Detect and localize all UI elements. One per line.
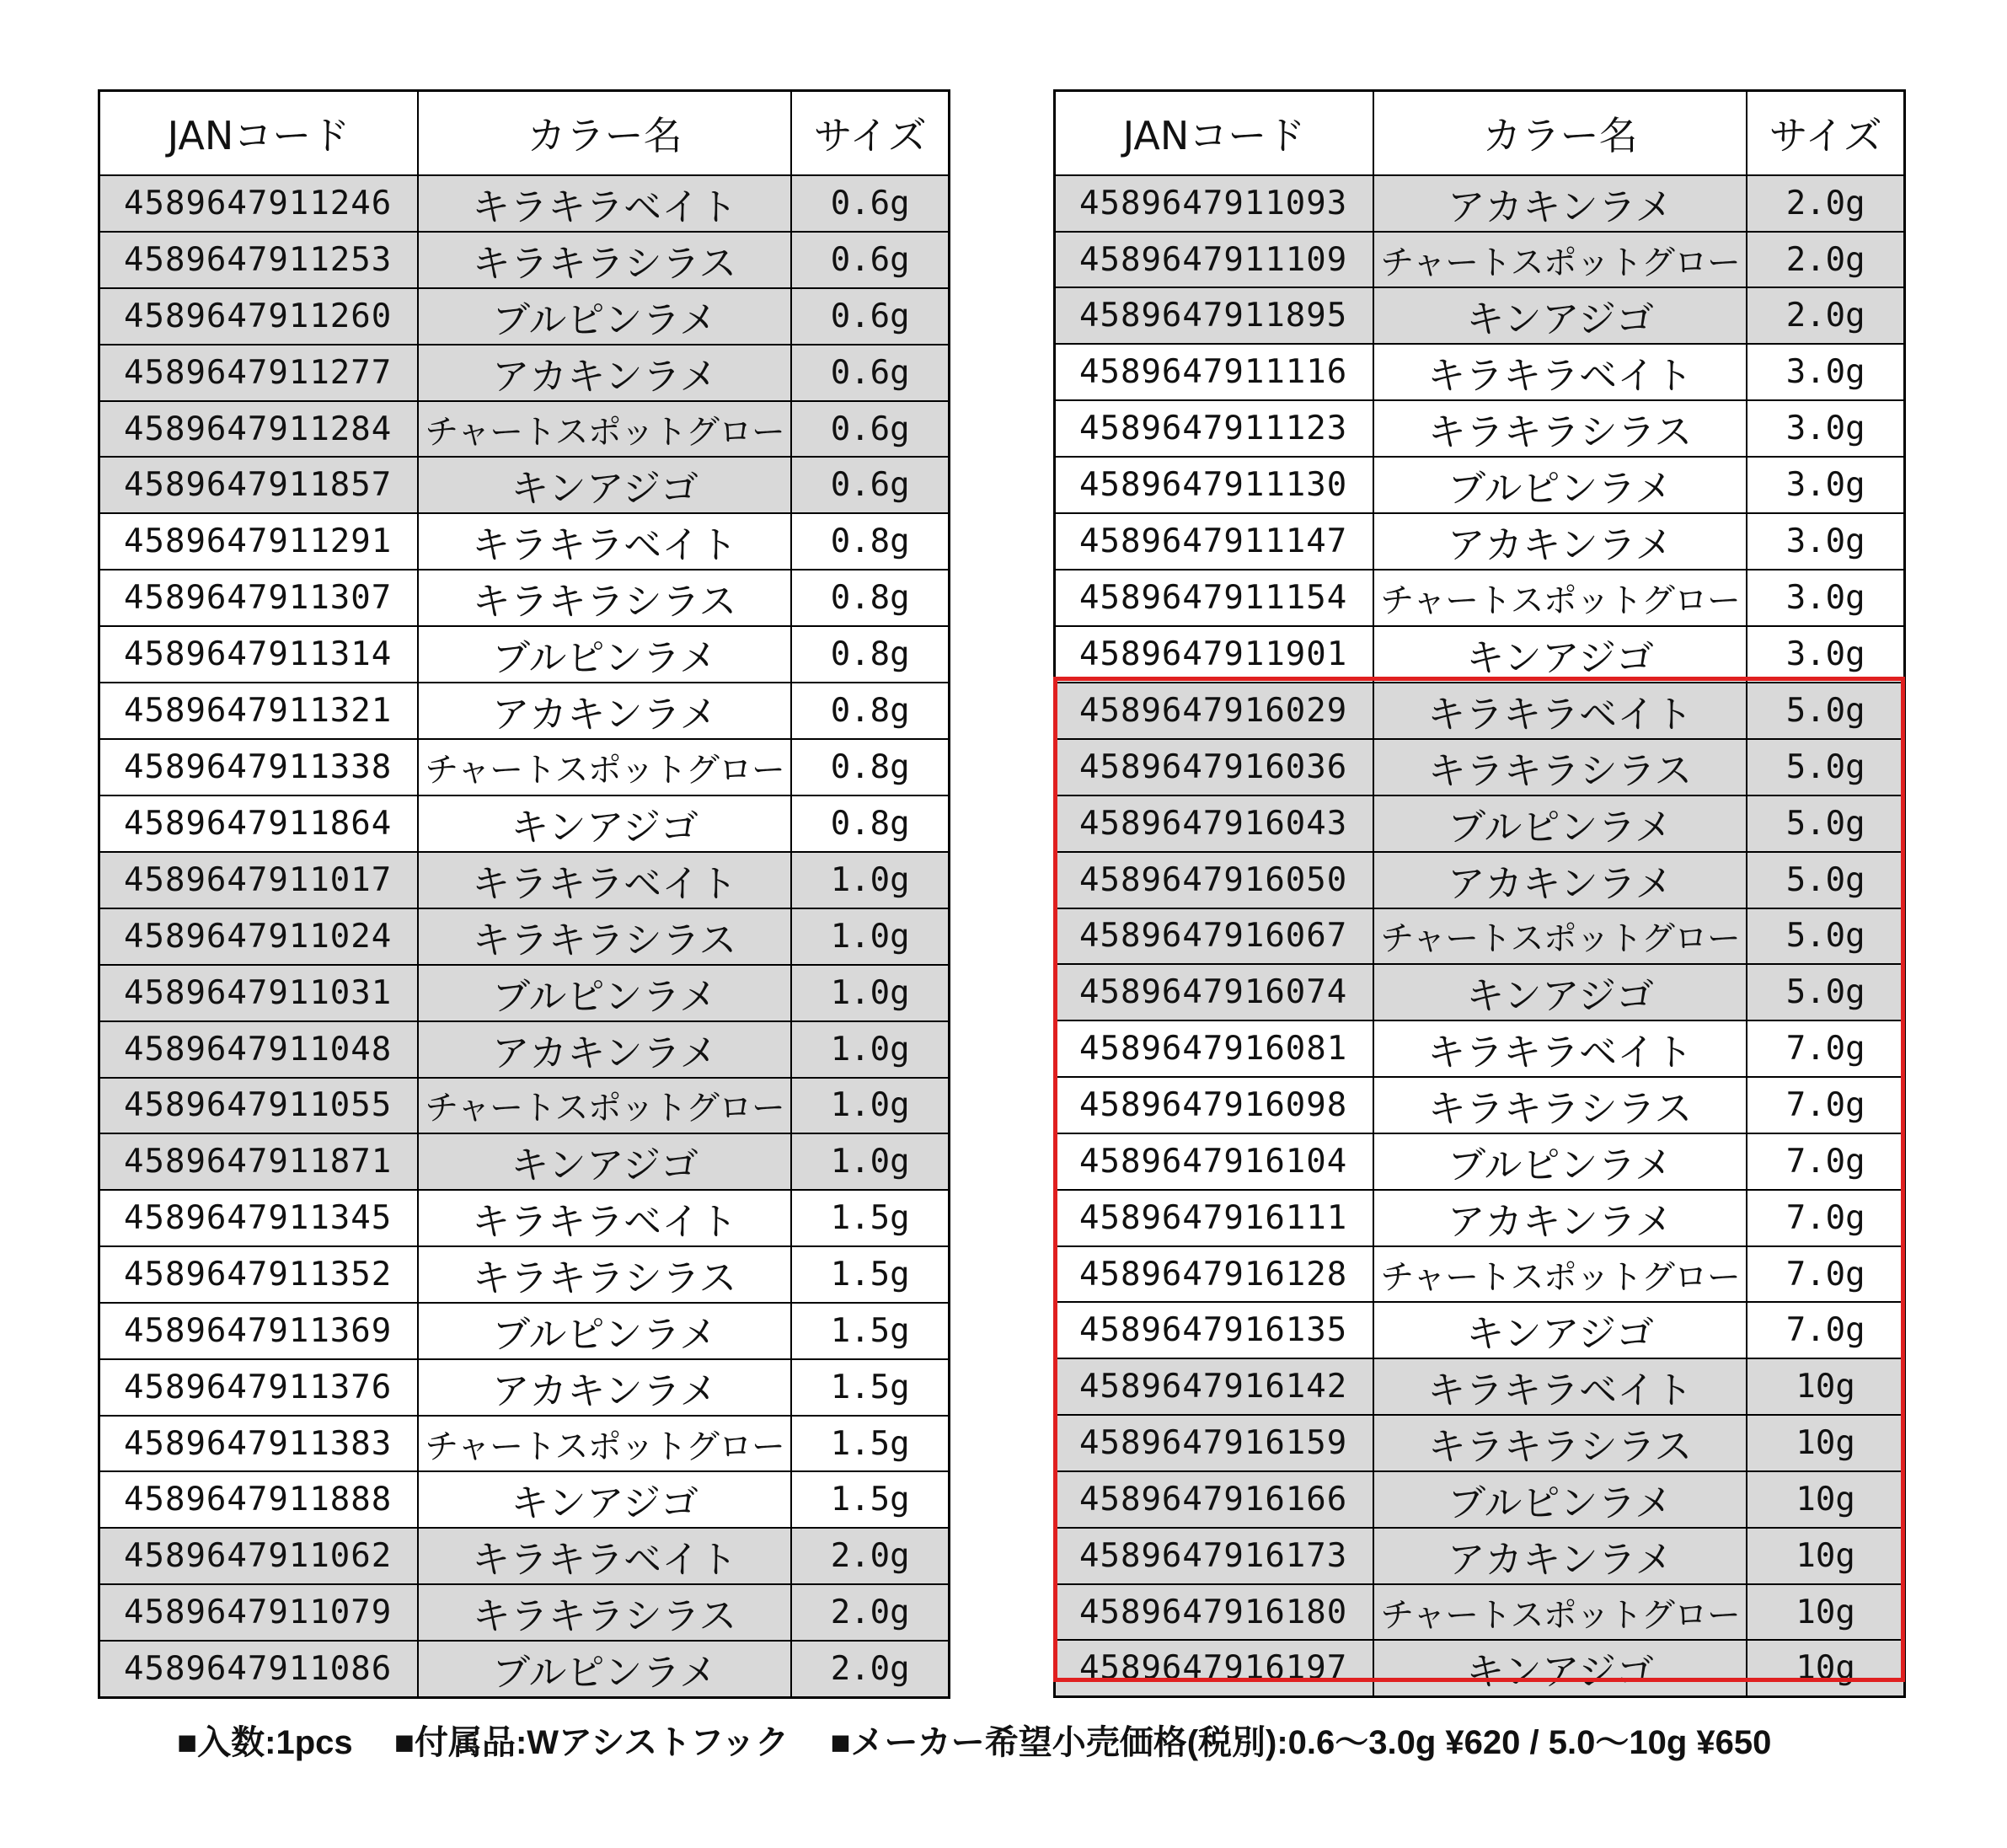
- jan-cell: 4589647911338: [99, 739, 418, 795]
- size-cell: 0.8g: [791, 795, 949, 852]
- size-cell: 5.0g: [1747, 683, 1904, 739]
- table-row: [99, 852, 950, 908]
- jan-cell: 4589647911871: [99, 1133, 418, 1190]
- jan-cell: 4589647911246: [99, 175, 418, 232]
- jan-cell: 4589647911352: [99, 1246, 418, 1303]
- color-name-cell: チャートスポットグロー: [1373, 1584, 1747, 1640]
- table-row: [1055, 683, 1905, 739]
- jan-cell: 4589647911376: [99, 1359, 418, 1416]
- header-jan: JANコード: [99, 91, 418, 176]
- table-row: [1055, 570, 1905, 625]
- color-name-cell: チャートスポットグロー: [418, 401, 791, 457]
- size-cell: 3.0g: [1747, 626, 1904, 683]
- jan-cell: 4589647916159: [1055, 1415, 1373, 1471]
- jan-cell: 4589647916050: [1055, 852, 1373, 908]
- jan-cell: 4589647916043: [1055, 795, 1373, 852]
- table-row: [1055, 964, 1905, 1020]
- color-name-cell: キンアジゴ: [418, 1471, 791, 1528]
- price-note: ■メーカー希望小売価格(税別):0.6〜3.0g ¥620 / 5.0〜10g ¥650: [830, 1724, 1772, 1761]
- jan-cell: 4589647916166: [1055, 1471, 1373, 1528]
- table-row: [1055, 908, 1905, 964]
- jan-cell: 4589647911895: [1055, 287, 1373, 344]
- table-row: [1055, 1190, 1905, 1246]
- table-row: [99, 965, 950, 1021]
- header-size: サイズ: [1747, 91, 1904, 176]
- header-color: カラー名: [1373, 91, 1747, 176]
- size-cell: 1.5g: [791, 1359, 949, 1416]
- size-cell: 0.6g: [791, 232, 949, 288]
- jan-cell: 4589647911093: [1055, 175, 1373, 232]
- size-cell: 1.5g: [791, 1246, 949, 1303]
- jan-cell: 4589647916036: [1055, 739, 1373, 795]
- table-header-row: [99, 91, 950, 176]
- size-cell: 7.0g: [1747, 1020, 1904, 1077]
- table-row: [1055, 1640, 1905, 1697]
- table-row: [1055, 513, 1905, 570]
- table-row: [99, 626, 950, 683]
- color-name-cell: キラキラベイト: [418, 513, 791, 570]
- jan-cell: 4589647911116: [1055, 344, 1373, 400]
- color-name-cell: キンアジゴ: [1373, 1302, 1747, 1358]
- table-row: [1055, 400, 1905, 457]
- color-name-cell: キラキラシラス: [418, 1246, 791, 1303]
- color-name-cell: キラキラシラス: [418, 1584, 791, 1641]
- color-name-cell: チャートスポットグロー: [1373, 1246, 1747, 1302]
- size-cell: 1.0g: [791, 1078, 949, 1133]
- color-name-cell: キラキラベイト: [418, 852, 791, 908]
- jan-cell: 4589647911062: [99, 1528, 418, 1584]
- table-row: [99, 345, 950, 401]
- size-cell: 0.6g: [791, 457, 949, 513]
- color-name-cell: キンアジゴ: [1373, 626, 1747, 683]
- jan-cell: 4589647911055: [99, 1078, 418, 1133]
- size-cell: 7.0g: [1747, 1190, 1904, 1246]
- header-color: カラー名: [418, 91, 791, 176]
- table-row: [99, 1303, 950, 1359]
- accessory-note: ■付属品:Wアシストフック: [393, 1724, 789, 1761]
- color-name-cell: アカキンラメ: [418, 1359, 791, 1416]
- jan-cell: 4589647916029: [1055, 683, 1373, 739]
- table-row: [1055, 1246, 1905, 1302]
- color-name-cell: ブルピンラメ: [418, 965, 791, 1021]
- table-row: [1055, 852, 1905, 908]
- size-cell: 2.0g: [1747, 175, 1904, 232]
- table-row: [99, 1133, 950, 1190]
- color-name-cell: キラキラシラス: [418, 908, 791, 965]
- size-cell: 1.0g: [791, 908, 949, 965]
- table-row: [1055, 1471, 1905, 1528]
- jan-cell: 4589647911888: [99, 1471, 418, 1528]
- color-name-cell: キラキラシラス: [1373, 400, 1747, 457]
- size-cell: 10g: [1747, 1471, 1904, 1528]
- color-name-cell: チャートスポットグロー: [418, 739, 791, 795]
- size-cell: 1.5g: [791, 1303, 949, 1359]
- color-name-cell: キラキラベイト: [1373, 683, 1747, 739]
- jan-cell: 4589647911048: [99, 1021, 418, 1078]
- jan-cell: 4589647916197: [1055, 1640, 1373, 1697]
- size-cell: 7.0g: [1747, 1077, 1904, 1133]
- color-name-cell: キンアジゴ: [1373, 287, 1747, 344]
- color-name-cell: アカキンラメ: [1373, 1190, 1747, 1246]
- color-name-cell: キラキラベイト: [418, 1190, 791, 1246]
- jan-cell: 4589647911321: [99, 683, 418, 739]
- table-row: [99, 232, 950, 288]
- size-cell: 10g: [1747, 1358, 1904, 1415]
- header-size: サイズ: [791, 91, 949, 176]
- color-name-cell: ブルピンラメ: [1373, 1471, 1747, 1528]
- size-cell: 5.0g: [1747, 795, 1904, 852]
- jan-cell: 4589647916104: [1055, 1133, 1373, 1190]
- color-name-cell: キンアジゴ: [1373, 964, 1747, 1020]
- size-cell: 0.6g: [791, 401, 949, 457]
- table-row: [99, 1021, 950, 1078]
- size-cell: 2.0g: [791, 1584, 949, 1641]
- color-name-cell: キラキラベイト: [418, 1528, 791, 1584]
- table-row: [99, 1416, 950, 1471]
- color-name-cell: アカキンラメ: [1373, 513, 1747, 570]
- jan-cell: 4589647916128: [1055, 1246, 1373, 1302]
- jan-cell: 4589647911017: [99, 852, 418, 908]
- color-name-cell: ブルピンラメ: [418, 1641, 791, 1698]
- table-row: [99, 175, 950, 232]
- color-name-cell: キラキラシラス: [418, 570, 791, 626]
- color-name-cell: キラキラベイト: [1373, 1020, 1747, 1077]
- jan-cell: 4589647911277: [99, 345, 418, 401]
- jan-cell: 4589647911314: [99, 626, 418, 683]
- table-row: [1055, 1133, 1905, 1190]
- size-cell: 0.8g: [791, 570, 949, 626]
- table-row: [1055, 626, 1905, 683]
- size-cell: 0.6g: [791, 175, 949, 232]
- jan-cell: 4589647916142: [1055, 1358, 1373, 1415]
- color-name-cell: キンアジゴ: [418, 1133, 791, 1190]
- size-cell: 0.8g: [791, 739, 949, 795]
- jan-cell: 4589647916098: [1055, 1077, 1373, 1133]
- color-name-cell: ブルピンラメ: [1373, 457, 1747, 513]
- table-row: [1055, 1020, 1905, 1077]
- jan-cell: 4589647911024: [99, 908, 418, 965]
- color-name-cell: アカキンラメ: [418, 345, 791, 401]
- jan-cell: 4589647911345: [99, 1190, 418, 1246]
- jan-cell: 4589647911857: [99, 457, 418, 513]
- table-row: [1055, 795, 1905, 852]
- table-row: [99, 457, 950, 513]
- color-name-cell: チャートスポットグロー: [1373, 570, 1747, 625]
- jan-cell: 4589647911901: [1055, 626, 1373, 683]
- jan-cell: 4589647911383: [99, 1416, 418, 1471]
- table-row: [99, 795, 950, 852]
- color-name-cell: アカキンラメ: [418, 1021, 791, 1078]
- jan-cell: 4589647911086: [99, 1641, 418, 1698]
- table-row: [99, 1471, 950, 1528]
- color-name-cell: アカキンラメ: [1373, 175, 1747, 232]
- color-name-cell: キラキラシラス: [1373, 1415, 1747, 1471]
- size-cell: 5.0g: [1747, 964, 1904, 1020]
- size-cell: 10g: [1747, 1584, 1904, 1640]
- jan-cell: 4589647911284: [99, 401, 418, 457]
- size-cell: 1.0g: [791, 852, 949, 908]
- color-name-cell: チャートスポットグロー: [1373, 232, 1747, 287]
- table-row: [99, 1246, 950, 1303]
- size-cell: 10g: [1747, 1528, 1904, 1584]
- color-name-cell: アカキンラメ: [1373, 1528, 1747, 1584]
- size-cell: 1.0g: [791, 1133, 949, 1190]
- jan-cell: 4589647916067: [1055, 908, 1373, 964]
- table-row: [1055, 232, 1905, 287]
- jan-cell: 4589647911123: [1055, 400, 1373, 457]
- jan-cell: 4589647911130: [1055, 457, 1373, 513]
- header-jan: JANコード: [1055, 91, 1373, 176]
- table-row: [99, 683, 950, 739]
- size-cell: 0.8g: [791, 513, 949, 570]
- table-row: [1055, 175, 1905, 232]
- size-cell: 0.6g: [791, 345, 949, 401]
- color-name-cell: チャートスポットグロー: [418, 1416, 791, 1471]
- jan-cell: 4589647916173: [1055, 1528, 1373, 1584]
- jan-cell: 4589647911253: [99, 232, 418, 288]
- jan-cell: 4589647916081: [1055, 1020, 1373, 1077]
- color-name-cell: アカキンラメ: [1373, 852, 1747, 908]
- color-name-cell: キラキラシラス: [1373, 739, 1747, 795]
- size-cell: 10g: [1747, 1640, 1904, 1697]
- table-row: [99, 1528, 950, 1584]
- color-name-cell: キンアジゴ: [418, 795, 791, 852]
- jan-table-left: [98, 89, 950, 1699]
- table-header-row: [1055, 91, 1905, 176]
- color-name-cell: ブルピンラメ: [418, 288, 791, 345]
- table-row: [99, 908, 950, 965]
- jan-cell: 4589647911147: [1055, 513, 1373, 570]
- color-name-cell: キンアジゴ: [418, 457, 791, 513]
- color-name-cell: キンアジゴ: [1373, 1640, 1747, 1697]
- jan-cell: 4589647911864: [99, 795, 418, 852]
- size-cell: 3.0g: [1747, 570, 1904, 625]
- size-cell: 2.0g: [1747, 232, 1904, 287]
- color-name-cell: ブルピンラメ: [418, 626, 791, 683]
- color-name-cell: キラキラベイト: [1373, 1358, 1747, 1415]
- size-cell: 2.0g: [791, 1641, 949, 1698]
- color-name-cell: ブルピンラメ: [418, 1303, 791, 1359]
- size-cell: 2.0g: [1747, 287, 1904, 344]
- jan-cell: 4589647911291: [99, 513, 418, 570]
- color-name-cell: キラキラシラス: [1373, 1077, 1747, 1133]
- size-cell: 1.0g: [791, 965, 949, 1021]
- size-cell: 5.0g: [1747, 908, 1904, 964]
- size-cell: 7.0g: [1747, 1133, 1904, 1190]
- size-cell: 2.0g: [791, 1528, 949, 1584]
- table-row: [99, 288, 950, 345]
- color-name-cell: チャートスポットグロー: [418, 1078, 791, 1133]
- table-row: [99, 570, 950, 626]
- size-cell: 5.0g: [1747, 852, 1904, 908]
- size-cell: 1.5g: [791, 1471, 949, 1528]
- color-name-cell: キラキラベイト: [418, 175, 791, 232]
- jan-cell: 4589647916111: [1055, 1190, 1373, 1246]
- jan-cell: 4589647911079: [99, 1584, 418, 1641]
- size-cell: 0.8g: [791, 626, 949, 683]
- table-row: [1055, 1584, 1905, 1640]
- jan-cell: 4589647911307: [99, 570, 418, 626]
- table-row: [1055, 1077, 1905, 1133]
- size-cell: 1.0g: [791, 1021, 949, 1078]
- table-row: [1055, 1302, 1905, 1358]
- size-cell: 3.0g: [1747, 400, 1904, 457]
- jan-cell: 4589647916074: [1055, 964, 1373, 1020]
- size-cell: 3.0g: [1747, 513, 1904, 570]
- size-cell: 7.0g: [1747, 1302, 1904, 1358]
- color-name-cell: キラキラシラス: [418, 232, 791, 288]
- size-cell: 3.0g: [1747, 457, 1904, 513]
- jan-cell: 4589647911031: [99, 965, 418, 1021]
- table-row: [1055, 1415, 1905, 1471]
- size-cell: 0.6g: [791, 288, 949, 345]
- table-row: [1055, 287, 1905, 344]
- size-cell: 5.0g: [1747, 739, 1904, 795]
- table-row: [99, 1190, 950, 1246]
- table-row: [99, 1078, 950, 1133]
- size-cell: 3.0g: [1747, 344, 1904, 400]
- table-row: [1055, 344, 1905, 400]
- size-cell: 1.5g: [791, 1190, 949, 1246]
- jan-cell: 4589647916135: [1055, 1302, 1373, 1358]
- table-row: [1055, 1358, 1905, 1415]
- size-cell: 1.5g: [791, 1416, 949, 1471]
- color-name-cell: ブルピンラメ: [1373, 1133, 1747, 1190]
- table-row: [99, 1359, 950, 1416]
- jan-cell: 4589647911260: [99, 288, 418, 345]
- spec-footer: [177, 1716, 1963, 1764]
- table-row: [99, 739, 950, 795]
- table-row: [1055, 1528, 1905, 1584]
- jan-cell: 4589647916180: [1055, 1584, 1373, 1640]
- size-cell: 10g: [1747, 1415, 1904, 1471]
- jan-cell: 4589647911109: [1055, 232, 1373, 287]
- table-row: [99, 401, 950, 457]
- table-row: [99, 513, 950, 570]
- color-name-cell: チャートスポットグロー: [1373, 908, 1747, 964]
- jan-cell: 4589647911154: [1055, 570, 1373, 625]
- color-name-cell: アカキンラメ: [418, 683, 791, 739]
- jan-cell: 4589647911369: [99, 1303, 418, 1359]
- table-row: [1055, 457, 1905, 513]
- color-name-cell: キラキラベイト: [1373, 344, 1747, 400]
- size-cell: 0.8g: [791, 683, 949, 739]
- quantity-note: ■入数:1pcs: [177, 1724, 353, 1761]
- size-cell: 7.0g: [1747, 1246, 1904, 1302]
- table-row: [99, 1641, 950, 1698]
- jan-table-right: [1053, 89, 1906, 1698]
- color-name-cell: ブルピンラメ: [1373, 795, 1747, 852]
- table-row: [99, 1584, 950, 1641]
- table-row: [1055, 739, 1905, 795]
